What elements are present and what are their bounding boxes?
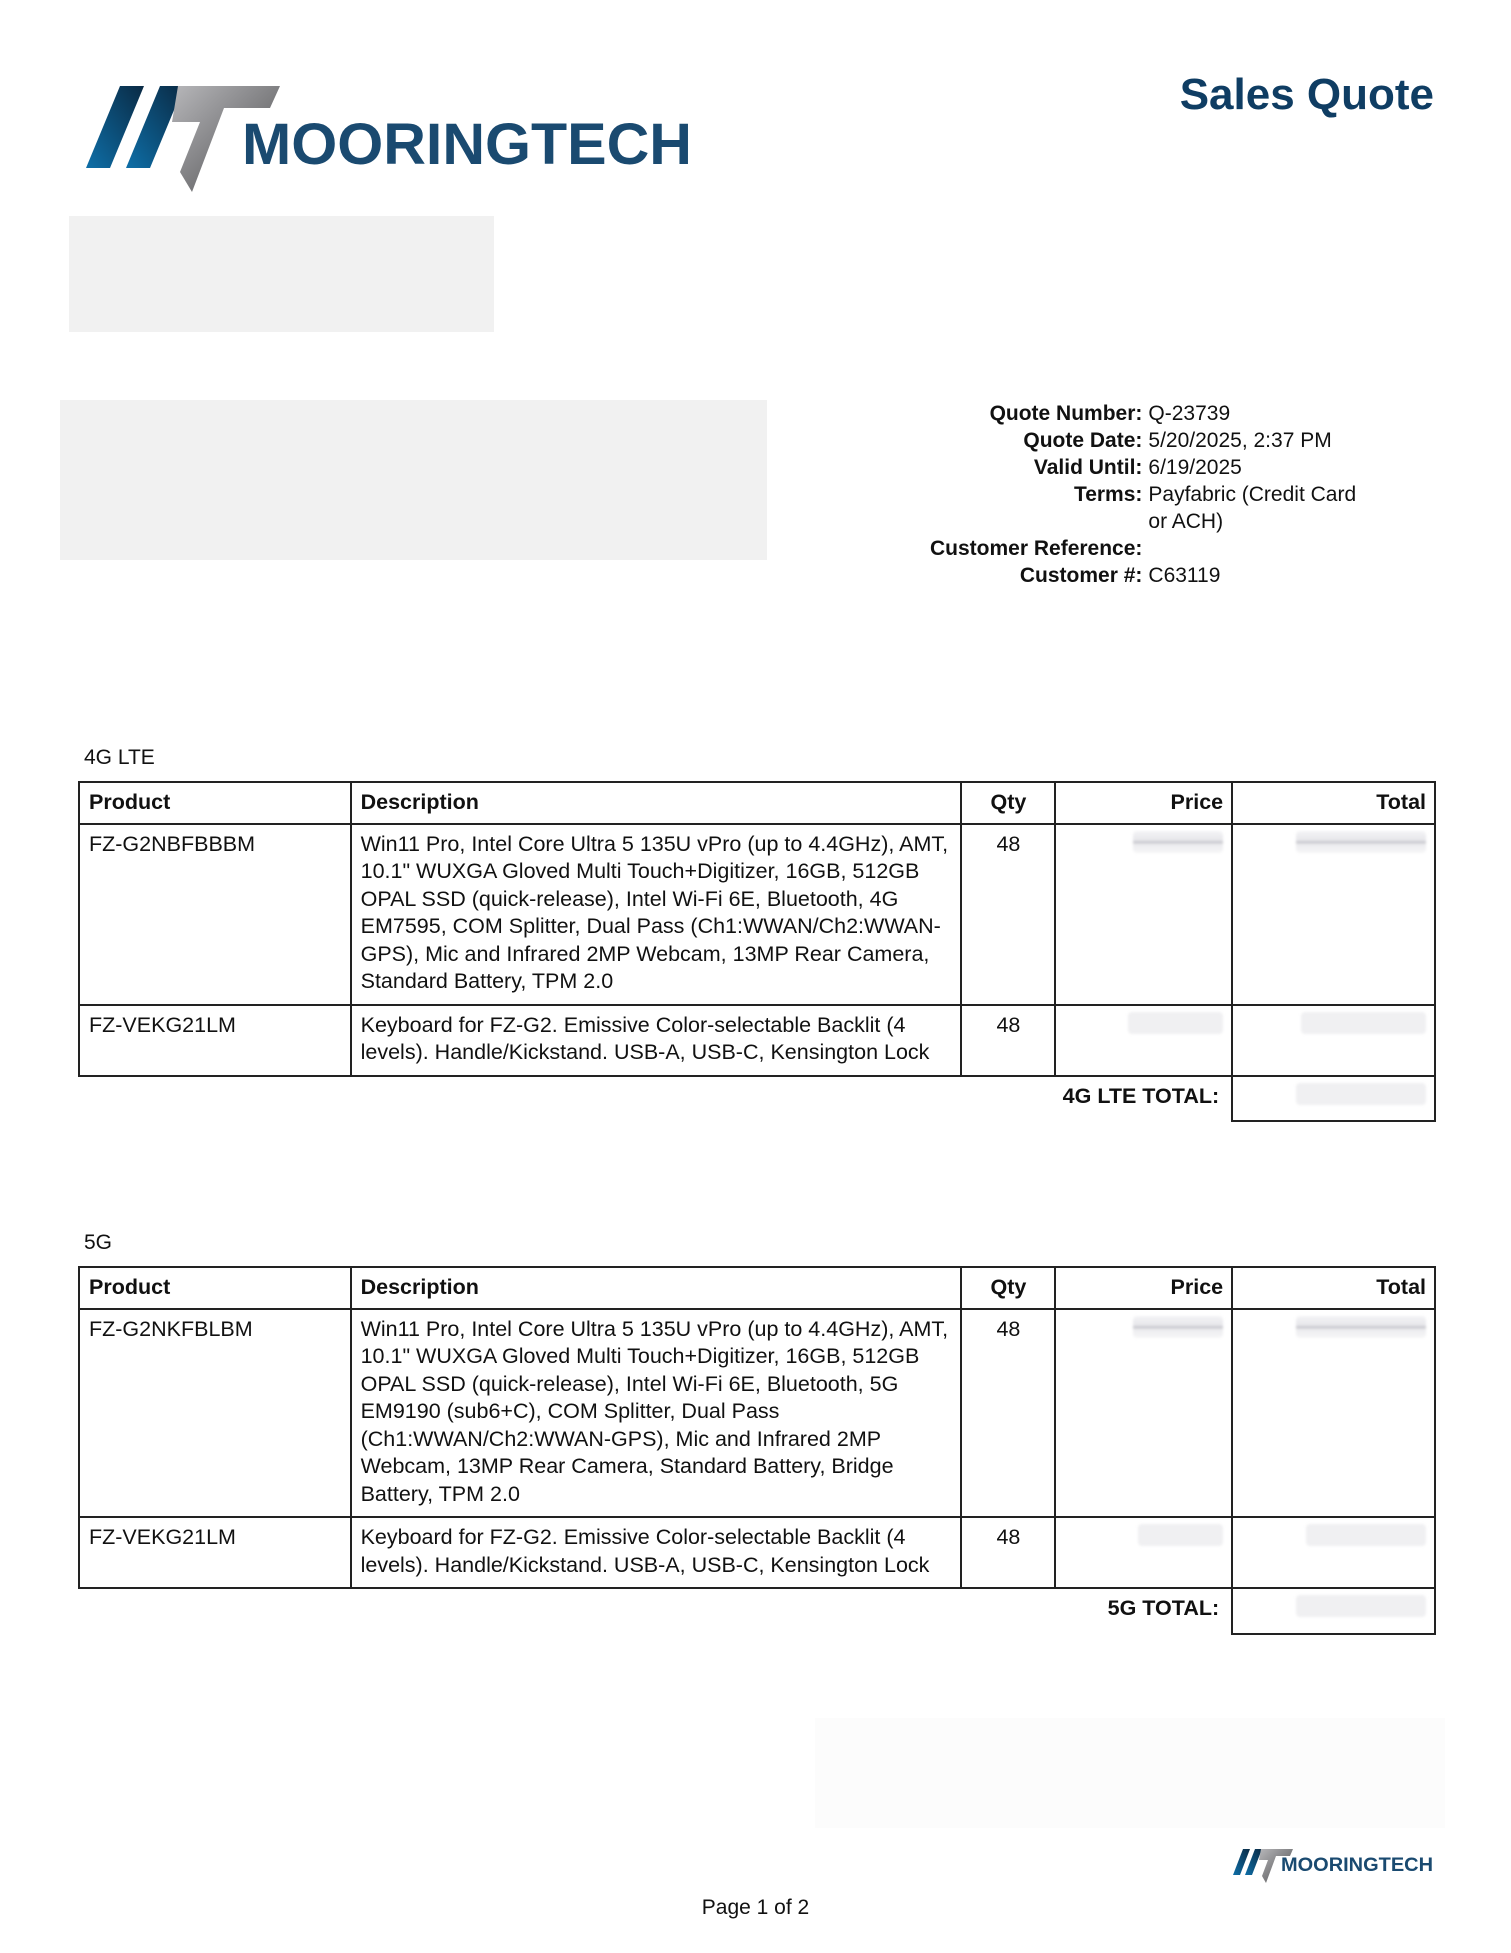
column-header-qty: Qty: [961, 1267, 1056, 1309]
product-code: FZ-VEKG21LM: [79, 1517, 351, 1588]
price-redacted: [1055, 824, 1232, 1005]
quote-info-value: C63119: [1148, 564, 1221, 587]
product-description: Keyboard for FZ-G2. Emissive Color-selectable Backlit (4 levels). Handle/Kickstand. USB-A, USB-C, Kensington Lock: [351, 1517, 961, 1588]
product-code: FZ-G2NBFBBBM: [79, 824, 351, 1005]
quantity: 48: [961, 1517, 1056, 1588]
section-total-label: 4G LTE TOTAL:: [1062, 1083, 1220, 1108]
price-redacted: [1055, 1517, 1232, 1588]
quote-info-row: [930, 427, 1360, 454]
quote-info-value: 6/19/2025: [1148, 456, 1242, 479]
total-redacted: [1232, 1517, 1435, 1588]
items-table-5g: [78, 1266, 1436, 1635]
page-number: Page 1 of 2: [701, 1896, 810, 1919]
quote-info-label: Terms:: [1073, 483, 1143, 506]
column-header-qty: Qty: [961, 782, 1056, 824]
quantity: 48: [961, 824, 1056, 1005]
items-table-4g-lte: [78, 781, 1436, 1122]
section-total-label: 5G TOTAL:: [1107, 1596, 1220, 1620]
price-redacted: [1055, 1309, 1232, 1518]
section-title-5g: 5G: [84, 1231, 113, 1254]
quote-info-value: Q-23739: [1148, 402, 1231, 425]
svg-text:MOORINGTECH: MOORINGTECH: [1281, 1855, 1433, 1876]
redacted-footer-note: [815, 1718, 1445, 1828]
product-code: FZ-VEKG21LM: [79, 1005, 351, 1076]
column-header-product: Product: [79, 1267, 351, 1309]
quote-info-row: [930, 400, 1360, 427]
quote-info-label: Quote Date:: [1023, 429, 1143, 452]
product-description: Win11 Pro, Intel Core Ultra 5 135U vPro (up to 4.4GHz), AMT, 10.1" WUXGA Gloved Multi Touch+Digitizer, 16GB, 512GB OPAL SSD (quick-release), Intel Wi-Fi 6E, Bluetooth, 5G EM9190 (sub6+C), COM Splitter, Dual Pass (Ch1:WWAN/Ch2:WWAN-GPS), Mic and Infrared 2MP Webcam, 13MP Rear Camera, Standard Battery, Bridge Battery, TPM 2.0: [351, 1309, 961, 1518]
mooringtech-logo: [82, 80, 702, 210]
table-row: [79, 1005, 1435, 1076]
column-header-description: Description: [351, 1267, 961, 1309]
quote-info-label: Valid Until:: [1033, 456, 1143, 479]
table-row: [79, 824, 1435, 1005]
quote-info-label: Customer #:: [1019, 564, 1143, 587]
column-header-description: Description: [351, 782, 961, 824]
column-header-total: Total: [1232, 1267, 1435, 1309]
price-redacted: [1055, 1005, 1232, 1076]
section-total-row: [79, 1076, 1435, 1122]
quote-info-value: Payfabric (Credit Card or ACH): [1148, 483, 1357, 533]
page-title: Sales Quote: [1179, 70, 1434, 119]
quote-info-value: 5/20/2025, 2:37 PM: [1148, 429, 1332, 452]
product-description: Win11 Pro, Intel Core Ultra 5 135U vPro (up to 4.4GHz), AMT, 10.1" WUXGA Gloved Multi Touch+Digitizer, 16GB, 512GB OPAL SSD (quick-release), Intel Wi-Fi 6E, Bluetooth, 4G EM7595, COM Splitter, Dual Pass (Ch1:WWAN/Ch2:WWAN-GPS), Mic and Infrared 2MP Webcam, 13MP Rear Camera, Standard Battery, TPM 2.0: [351, 824, 961, 1005]
total-redacted: [1232, 1309, 1435, 1518]
column-header-price: Price: [1055, 1267, 1232, 1309]
table-header-row: [79, 1267, 1435, 1309]
product-description: Keyboard for FZ-G2. Emissive Color-selectable Backlit (4 levels). Handle/Kickstand. USB-A, USB-C, Kensington Lock: [351, 1005, 961, 1076]
column-header-total: Total: [1232, 782, 1435, 824]
section-title-4g-lte: 4G LTE: [84, 746, 155, 769]
quote-info-label: Quote Number:: [989, 402, 1143, 425]
quote-info-row: [930, 535, 1360, 562]
product-code: FZ-G2NKFBLBM: [79, 1309, 351, 1518]
section-total-row: [79, 1588, 1435, 1634]
table-header-row: [79, 782, 1435, 824]
table-row: [79, 1309, 1435, 1518]
mooringtech-footer-logo: [1231, 1845, 1436, 1885]
table-row: [79, 1517, 1435, 1588]
quote-info-value: [1148, 535, 1360, 562]
column-header-price: Price: [1055, 782, 1232, 824]
redacted-bill-to: [60, 400, 767, 560]
svg-text:MOORINGTECH: MOORINGTECH: [242, 112, 692, 177]
total-redacted: [1232, 824, 1435, 1005]
quantity: 48: [961, 1005, 1056, 1076]
quote-info-row: [930, 562, 1360, 589]
quote-info-row: [930, 481, 1360, 535]
quote-info: [930, 400, 1360, 589]
section-total-redacted: [1232, 1076, 1435, 1122]
section-total-redacted: [1232, 1588, 1435, 1634]
total-redacted: [1232, 1005, 1435, 1076]
redacted-address: [69, 216, 494, 332]
quote-info-row: [930, 454, 1360, 481]
quote-info-label: Customer Reference:: [930, 537, 1143, 560]
column-header-product: Product: [79, 782, 351, 824]
quantity: 48: [961, 1309, 1056, 1518]
